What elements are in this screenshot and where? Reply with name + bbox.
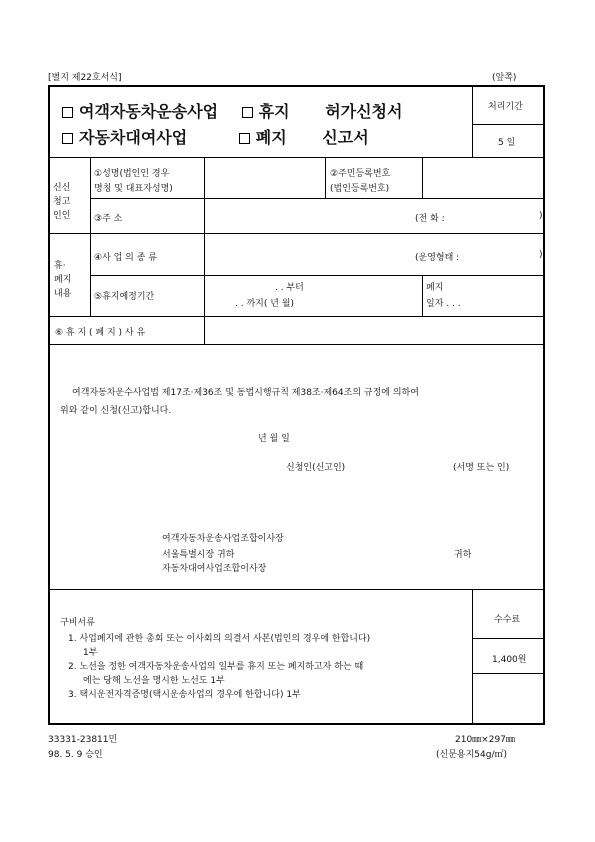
business1-checkbox[interactable]: [62, 107, 73, 118]
reg-number-field[interactable]: [426, 160, 541, 195]
name-field[interactable]: [207, 160, 321, 195]
phone-close: ): [539, 211, 543, 221]
business2-checkbox[interactable]: [62, 133, 73, 144]
recipient-suffix: 귀하: [454, 550, 472, 560]
address-label: ③주 소: [94, 214, 123, 224]
document-item-2: 2. 노선을 정한 여객자동차운송사업의 일부를 휴지 또는 폐지하고자 하는 때: [68, 662, 364, 672]
business1-label: 여객자동차운송사업: [79, 102, 219, 121]
operation-type-label: (운영형태 :: [415, 253, 460, 263]
closing-date-value: 일자 . . .: [426, 299, 461, 309]
business-type-label: ④사 업 의 종 류: [94, 253, 157, 263]
sign-or-seal-label: (서명 또는 인): [453, 463, 510, 473]
closing-date-label: 폐지: [426, 283, 444, 293]
document-item-2-cont: 에는 당해 노선을 명시한 노선도 1부: [83, 676, 225, 686]
reg-number-label-sub: (법인등록번호): [330, 184, 390, 194]
recipient-3: 자동차대여사업조합이사장: [162, 564, 267, 574]
title-row-2: [62, 125, 369, 148]
declaration-line-2: 위와 같이 신청(신고)합니다.: [60, 406, 172, 416]
application-label: 허가신청서: [325, 102, 403, 121]
paper-type: (신문용지54g/㎡): [436, 750, 507, 760]
date-line: 년 월 일: [258, 434, 290, 444]
address-field[interactable]: [207, 201, 407, 231]
page-side-label: (앞쪽): [492, 73, 517, 83]
period-from: . . 부터: [275, 283, 304, 293]
report-label: 신고서: [322, 128, 369, 147]
applicant-section-label: 신신 청고 인인: [53, 183, 71, 221]
documents-title: 구비서류: [60, 618, 95, 628]
form-code: 33331-23811민: [48, 735, 118, 745]
processing-label: 처리기간: [488, 102, 523, 112]
recipient-1: 여객자동차운송사업조합이사장: [162, 534, 284, 544]
applicant-signature-label: 신청인(신고인): [286, 463, 346, 473]
operation-type-close: ): [539, 250, 543, 260]
reg-number-label: ②주민등록번호: [330, 169, 391, 179]
form-number: [별지 제22호서식]: [48, 73, 122, 83]
period-label: ⑤휴지예정기간: [94, 292, 155, 302]
title-row-1: [62, 99, 402, 122]
suspend-label: 휴지: [258, 102, 290, 121]
paper-size: 210㎜×297㎜: [455, 735, 515, 745]
phone-label: (전 화 :: [415, 214, 445, 224]
period-until: . . 까지( 년 월): [235, 299, 294, 309]
declaration-line-1: 여객자동차운수사업법 제17조·제36조 및 동법시행규칙 제38조·제64조의 규정에 의하여: [72, 388, 419, 398]
recipient-2: 서울특별시장 귀하: [162, 550, 235, 560]
suspension-section-label: 휴· 폐지 내용: [54, 261, 72, 299]
approval-date: 98. 5. 9 승인: [48, 750, 103, 760]
business2-label: 자동차대여사업: [79, 128, 188, 147]
close-checkbox[interactable]: [239, 133, 250, 144]
fee-value: 1,400원: [492, 655, 527, 665]
business-type-field[interactable]: [207, 236, 407, 272]
suspend-checkbox[interactable]: [242, 107, 253, 118]
fee-label: 수수료: [494, 615, 521, 625]
processing-value: 5 일: [498, 138, 516, 148]
document-item-1-count: 1부: [83, 648, 98, 658]
reason-field[interactable]: [207, 319, 541, 341]
application-form: [48, 85, 545, 725]
name-label-sub: 명칭 및 대표자성명): [94, 184, 173, 194]
close-label: 폐지: [255, 128, 287, 147]
name-label: ①성명(법인인 경우: [94, 169, 170, 179]
document-item-3: 3. 택시운전자격증명(택시운송사업의 경우에 한합니다) 1부: [68, 690, 301, 700]
reason-label: ⑥ 휴 지 ( 폐 지 ) 사 유: [55, 328, 146, 338]
document-item-1: 1. 사업폐지에 관한 총회 또는 이사회의 의결서 사본(법인의 경우에 한합니다): [68, 634, 371, 644]
